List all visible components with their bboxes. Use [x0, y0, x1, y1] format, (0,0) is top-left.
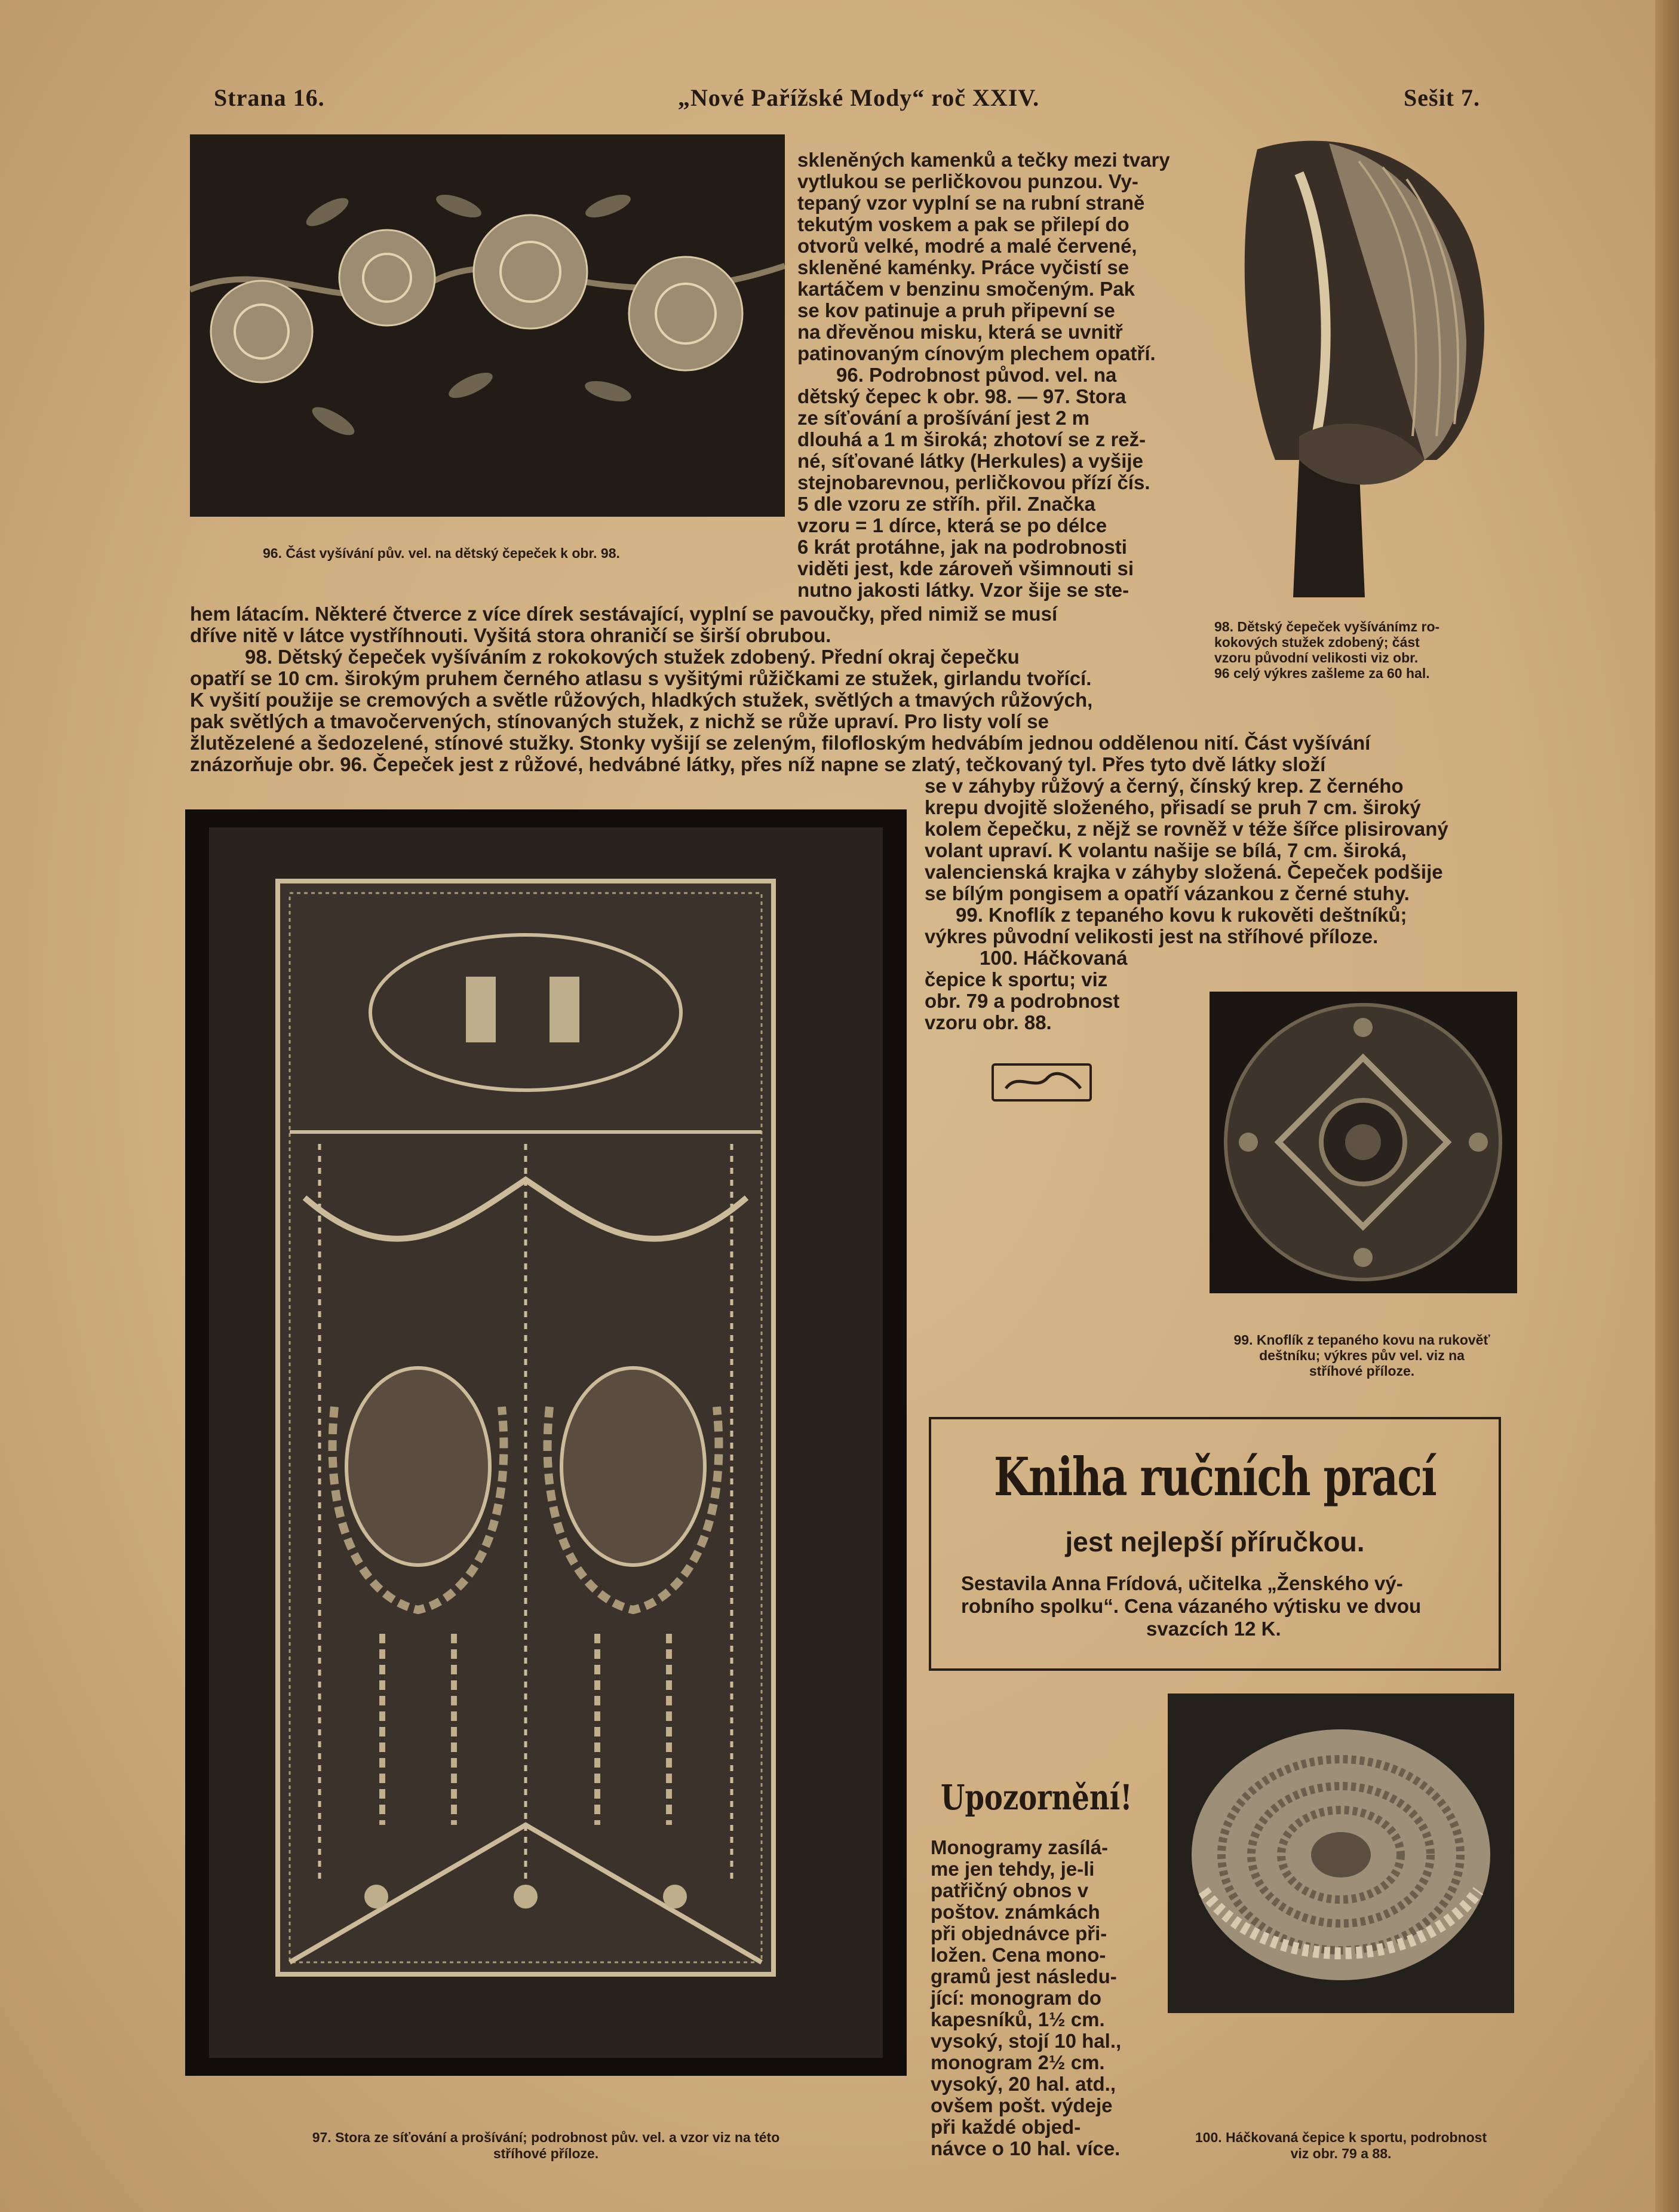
ornament-emblem [992, 1063, 1092, 1102]
ad-line: svazcích 12 K. [1146, 1618, 1281, 1640]
notice-line: me jen tehdy, je-li [931, 1858, 1095, 1880]
text-line: 99. Knoflík z tepaného kovu k rukověti deštníků; [956, 904, 1407, 926]
ad-title: Kniha ručních prací [993, 1446, 1436, 1508]
text-line: skleněných kamenků a tečky mezi tvary [797, 149, 1170, 171]
text-line: vytlukou se perličkovou punzou. Vy- [797, 170, 1138, 192]
figure-97-lace-curtain [185, 809, 907, 2076]
text-line: 96. Podrobnost původ. vel. na [836, 364, 1117, 386]
text-line: otvorů velké, modré a malé červené, [797, 235, 1137, 257]
notice-line: vysoký, stojí 10 hal., [931, 2030, 1122, 2052]
text-line: 100. Háčkovaná [980, 947, 1128, 969]
text-line: znázorňuje obr. 96. Čepeček jest z růžové, hedvábné látky, přes níž napne se zlatý, tečkovaný tyl. Přes tyto dvě látky složí [190, 753, 1326, 775]
caption-line: stříhové příloze. [1309, 1363, 1415, 1379]
text-line: výkres původní velikosti jest na stříhové příloze. [925, 925, 1379, 947]
notice-line: monogram 2½ cm. [931, 2051, 1105, 2073]
caption-line: deštníku; výkres pův vel. viz na [1259, 1348, 1465, 1363]
text-line: se kov patinuje a pruh připevní se [797, 299, 1115, 321]
magazine-title: „Nové Pařížské Mody“ roč XXIV. [678, 84, 1040, 111]
text-line: kolem čepečku, z nějž se rovněž v téže šířce plisirovaný [925, 818, 1448, 840]
notice-line: při každé objed- [931, 2116, 1081, 2138]
text-line: se bílým pongisem a opatří vázankou z černé stuhy. [925, 882, 1410, 904]
notice-line: kapesníků, 1½ cm. [931, 2008, 1105, 2030]
text-line: hem látacím. Některé čtverce z více dírek sestávající, vyplní se pavoučky, před nimiž se musí [190, 603, 1058, 625]
text-line: tepaný vzor vyplní se na rubní straně [797, 192, 1145, 214]
caption-line: 98. Dětský čepeček vyšívánímz ro- [1214, 619, 1440, 634]
text-line: 5 dle vzoru ze stříh. přil. Značka [797, 493, 1095, 515]
page-number: Strana 16. [214, 84, 325, 111]
text-line: se v záhyby růžový a černý, čínský krep. Z černého [925, 775, 1404, 797]
caption-line: 97. Stora ze síťování a prošívání; podrobnost pův. vel. a vzor viz na této [312, 2130, 780, 2145]
text-line: valencienská krajka v záhyby složená. Čepeček podšije [925, 861, 1443, 883]
text-line: opatří se 10 cm. širokým pruhem černého atlasu s vyšitými růžičkami ze stužek, girlandu tvořící. [190, 667, 1092, 689]
text-line: ze síťování a prošívání jest 2 m [797, 407, 1090, 429]
text-line: tekutým voskem a pak se přilepí do [797, 213, 1129, 235]
figure-99-metal-knob [1210, 992, 1517, 1293]
text-line: pak světlých a tmavočervených, stínovaných stužek, z nichž se růže upraví. Pro listy volí se [190, 710, 1049, 732]
caption-fig-96: 96. Část vyšívání pův. vel. na dětský čepeček k obr. 98. [263, 545, 620, 561]
caption-line: viz obr. 79 a 88. [1290, 2146, 1392, 2161]
notice-line: ovšem pošt. výdeje [931, 2094, 1113, 2116]
figure-100-crocheted-cap [1168, 1693, 1514, 2013]
text-line: čepice k sportu; viz [925, 968, 1108, 990]
text-line: vzoru = 1 dírce, která se po délce [797, 514, 1107, 536]
notice-line: Monogramy zasílá- [931, 1836, 1109, 1858]
text-line: obr. 79 a podrobnost [925, 990, 1120, 1012]
caption-line: stříhové příloze. [493, 2146, 599, 2161]
text-line: K vyšití použije se cremových a světle růžových, hladkých stužek, světlých a tmavých růžových, [190, 689, 1093, 711]
text-line: vzoru obr. 88. [925, 1011, 1052, 1033]
text-line: dětský čepec k obr. 98. — 97. Stora [797, 385, 1127, 407]
issue-number: Sešit 7. [1404, 84, 1480, 111]
notice-line: návce o 10 hal. více. [931, 2137, 1121, 2159]
notice-line: ložen. Cena mono- [931, 1944, 1106, 1966]
caption-line: kokových stužek zdobený; část [1214, 634, 1420, 650]
text-line: krepu dvojitě složeného, přisadí se pruh 7 cm. široký [925, 796, 1421, 818]
ad-body [961, 1572, 1421, 1640]
text-line: patinovaným cínovým plechem opatří. [797, 342, 1156, 364]
text-line: na dřevěnou misku, která se uvnitř [797, 321, 1123, 343]
notice-line: při objednávce při- [931, 1922, 1107, 1944]
text-line: 6 krát protáhne, jak na podrobnosti [797, 536, 1127, 558]
notice-line: jící: monogram do [931, 1987, 1102, 2009]
text-line: kartáčem v benzinu smočeným. Pak [797, 278, 1135, 300]
caption-line: 99. Knoflík z tepaného kovu na rukověť [1233, 1332, 1490, 1348]
ad-subtitle: jest nejlepší příručkou. [1065, 1526, 1365, 1557]
notice-line: gramů jest následu- [931, 1965, 1117, 1987]
figure-96-rose-embroidery [190, 134, 785, 517]
text-line: nutno jakosti látky. Vzor šije se ste- [797, 579, 1129, 601]
text-line: né, síťované látky (Herkules) a vyšije [797, 450, 1143, 472]
notice-title: Upozornění! [941, 1777, 1132, 1818]
page-edge [1655, 0, 1679, 2212]
text-line: volant upraví. K volantu našije se bílá, 7 cm. široká, [925, 839, 1407, 861]
caption-line: 100. Háčkovaná čepice k sportu, podrobnost [1195, 2130, 1487, 2145]
text-line: stejnobarevnou, perličkovou přízí čís. [797, 471, 1150, 493]
book-advertisement [929, 1417, 1501, 1671]
text-line: dříve nitě v látce vystříhnouti. Vyšitá stora ohraničí se širší obrubou. [190, 624, 831, 646]
text-line: dlouhá a 1 m široká; zhotoví se z rež- [797, 428, 1146, 450]
text-line: skleněné kaménky. Práce vyčistí se [797, 256, 1129, 278]
text-line: žlutězelené a šedozelené, stínové stužky. Stonky vyšijí se zeleným, filofloským hedvábím jednou oddělenou nití. Část vyšívání [190, 732, 1371, 754]
caption-line: vzoru původní velikosti viz obr. [1214, 650, 1419, 665]
text-line: 98. Dětský čepeček vyšíváním z rokokových stužek zdobený. Přední okraj čepečku [245, 646, 1020, 668]
ad-line: robního spolku“. Cena vázaného výtisku ve dvou [961, 1595, 1422, 1617]
text-line: viděti jest, kde zároveň všimnouti si [797, 557, 1134, 579]
caption-line: 96 celý výkres zašleme za 60 hal. [1214, 665, 1430, 681]
notice-line: patřičný obnos v [931, 1879, 1089, 1901]
notice-line: poštov. známkách [931, 1901, 1100, 1923]
notice-line: vysoký, 20 hal. atd., [931, 2073, 1116, 2095]
ad-line: Sestavila Anna Frídová, učitelka „Ženského vý- [961, 1572, 1403, 1594]
figure-98-bonnet [1210, 125, 1502, 597]
